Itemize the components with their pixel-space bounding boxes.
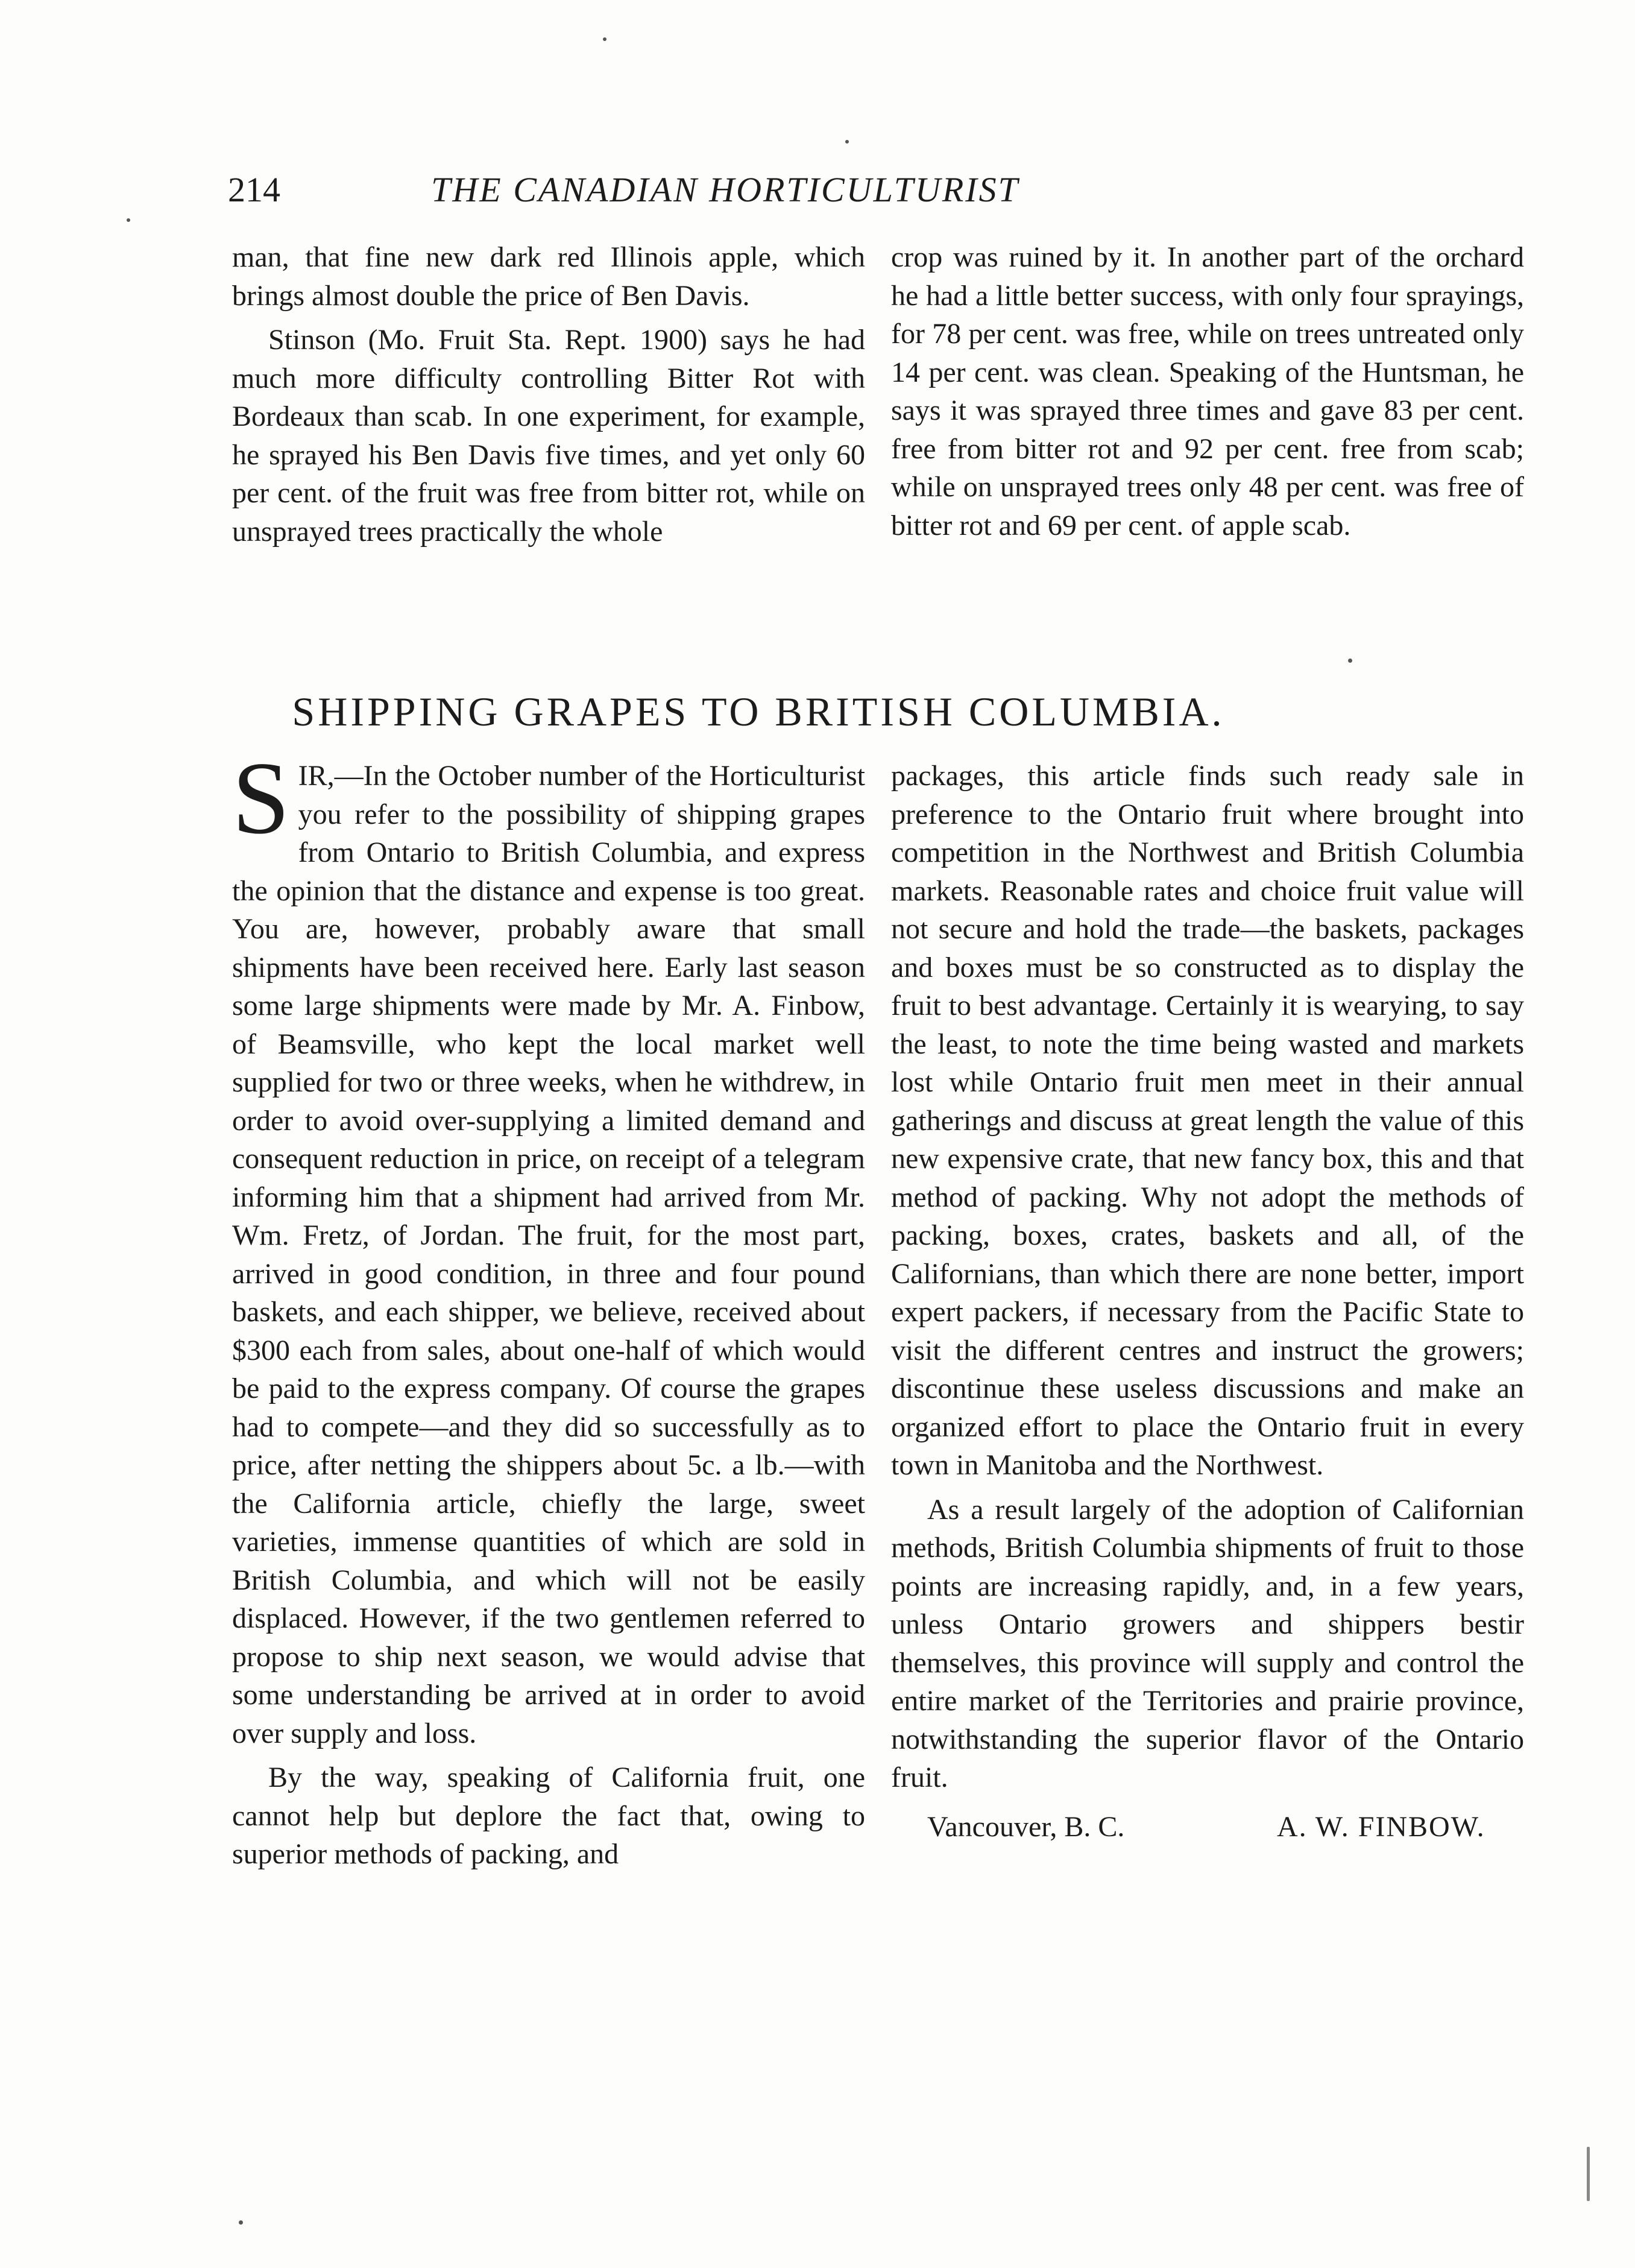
signature-line bbox=[891, 1808, 1524, 1850]
continued-paragraph: Stinson (Mo. Fruit Sta. Rept. 1900) says he had much more difficulty controlling Bitter Rot with Bordeaux than scab. In one experiment, for example, he sprayed his Ben Davis five times, and yet only 60 per cent. of the fruit was free from bitter rot, while on unsprayed trees practically the whole bbox=[232, 324, 865, 548]
running-title: THE CANADIAN HORTICULTURIST bbox=[431, 170, 1019, 209]
continued-text-right-column bbox=[891, 238, 1524, 545]
article-right-column bbox=[891, 757, 1524, 1850]
article-paragraph: By the way, speaking of California fruit, one cannot help but deplore the fact that, owing to superior methods of packing, and bbox=[232, 1761, 865, 1870]
print-speck bbox=[603, 37, 606, 41]
print-speck bbox=[239, 2220, 243, 2225]
print-speck bbox=[127, 218, 130, 222]
signature-place: Vancouver, B. C. bbox=[927, 1810, 1125, 1843]
print-speck bbox=[1348, 659, 1352, 663]
article-paragraph: As a result largely of the adoption of Californian methods, British Columbia shipments of fruit to those points are increasing rapidly, and, in a few years, unless Ontario growers and shippers bestir themselves, this province will supply and control the entire market of the Territories and prairie province, notwithstanding the superior flavor of the Ontario fruit. bbox=[891, 1493, 1524, 1793]
drop-cap: S bbox=[232, 741, 290, 856]
page-number: 214 bbox=[228, 170, 280, 209]
signature-author: A. W. FINBOW. bbox=[1277, 1810, 1485, 1843]
article-paragraph-text: IR,—In the October number of the Horticulturist you refer to the possibility of shipping grapes from Ontario to British Columbia, and express the opinion that the distance and expense is too great. You are, however, probably aware that small shipments have been received here. Early last season some large shipments were made by Mr. A. Finbow, of Beamsville, who kept the local market well supplied for two or three weeks, when he withdrew, in order to avoid over-supplying a limited demand and consequent reduction in price, on receipt of a telegram informing him that a shipment had arrived from Mr. Wm. Fretz, of Jordan. The fruit, for the most part, arrived in good condition, in three and four pound baskets, and each shipper, we believe, received about $300 each from sales, about one-half of which would be paid to the express company. Of course the grapes had to compete—and they did so successfully as to price, after netting the shippers about 5c. a lb.—with the California article, chiefly the large, sweet varieties, immense quantities of which are sold in British Columbia, and which will not be easily displaced. However, if the two gentlemen referred to propose to ship next season, we would advise that some understanding be arrived at in order to avoid over supply and loss. bbox=[232, 760, 865, 1749]
article-paragraph: packages, this article finds such ready sale in preference to the Ontario fruit where brought into competition in the Northwest and British Columbia markets. Reasonable rates and choice fruit value will not secure and hold the trade—the baskets, packages and boxes must be so constructed as to display the fruit to best advantage. Certainly it is wearying, to say the least, to note the time being wasted and markets lost while Ontario fruit men meet in their annual gatherings and discuss at great length the value of this new expensive crate, that new fancy box, this and that method of packing. Why not adopt the methods of packing, boxes, crates, baskets and all, of the Californians, than which there are none better, import expert packers, if necessary from the Pacific State to visit the different centres and instruct the growers; discontinue these useless discussions and make an organized effort to place the Ontario fruit in every town in Manitoba and the Northwest. bbox=[891, 760, 1524, 1481]
continued-paragraph: man, that fine new dark red Illinois apple, which brings almost double the price of Ben Davis. bbox=[232, 241, 865, 312]
article-left-column bbox=[232, 741, 865, 1874]
print-speck bbox=[1587, 2147, 1590, 2201]
continued-text-left-column bbox=[232, 238, 865, 551]
print-speck bbox=[845, 140, 849, 144]
article-paragraph bbox=[232, 741, 865, 1752]
continued-paragraph: crop was ruined by it. In another part of the orchard he had a little better success, with only four sprayings, for 78 per cent. was free, while on trees untreated only 14 per cent. was clean. Speaking of the Huntsman, he says it was sprayed three times and gave 83 per cent. free from bitter rot and 92 per cent. free from scab; while on unsprayed trees only 48 per cent. was free of bitter rot and 69 per cent. of apple scab. bbox=[891, 241, 1524, 542]
page-header bbox=[228, 163, 1223, 217]
article-title: SHIPPING GRAPES TO BRITISH COLUMBIA. bbox=[292, 689, 1225, 734]
